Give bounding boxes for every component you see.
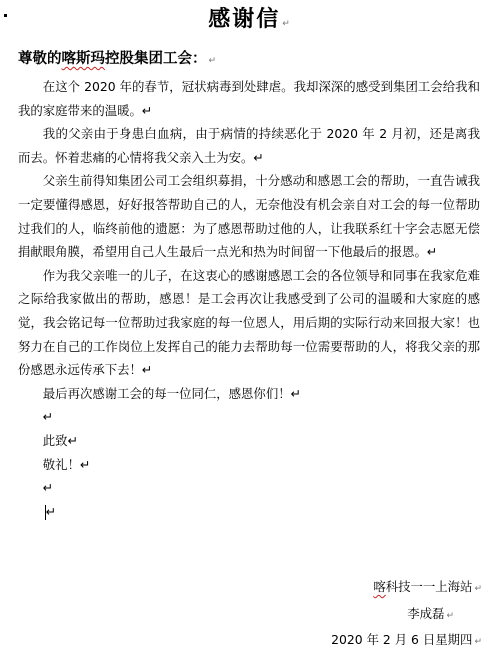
letter-body: [18, 75, 480, 523]
paragraph-mark-icon: ↵: [141, 102, 153, 118]
title-text: 感谢信: [208, 6, 281, 32]
paragraph-text: 在这个 2020 年的春节，冠状病毒到处肆虐。我却深深的感受到集团工会给我和我的家庭带来的温暖。: [18, 79, 480, 118]
closing-text: 敬礼！: [42, 456, 80, 472]
paragraph-mark-icon: ↵: [253, 149, 264, 165]
salutation-suffix: 控股集团工会：: [105, 50, 207, 67]
paragraph-3: [18, 169, 480, 263]
paragraph-mark-icon: ↵: [446, 610, 454, 621]
empty-line-cursor[interactable]: [18, 500, 480, 524]
sender-name-text: 李成磊: [407, 605, 445, 621]
document-title: [0, 4, 500, 39]
closing-line-2: [18, 453, 480, 477]
date-text: 2020 年 2 月 6 日星期四: [331, 632, 473, 648]
paragraph-mark-icon: ↵: [79, 456, 91, 472]
salutation: [18, 48, 216, 72]
paragraph-mark-icon: ↵: [141, 362, 153, 378]
paragraph-mark-icon: ↵: [45, 503, 57, 519]
paragraph-mark-icon: ↵: [42, 480, 54, 496]
paragraph-text: 作为我父亲唯一的儿子，在这衷心的感谢感恩工会的各位领导和同事在我家危难之际给我家做出的帮助，感恩！是工会再次让我感受到了公司的温暖和大家庭的感觉，我会铭记每一位帮助过我家庭的每一位恩人，用后期的实际行动来回报大家！也努力在自己的工作岗位上发挥自己的能力去帮助每一位需要帮助的人，将我父亲的那份感恩永远传承下去！: [18, 267, 480, 378]
paragraph-mark-icon: ↵: [474, 637, 482, 648]
empty-line: [18, 405, 480, 429]
paragraph-mark-icon: ↵: [42, 409, 54, 425]
sender-org-rest: 科技一一上海站: [385, 579, 473, 594]
signature-block: [282, 575, 482, 655]
salutation-prefix: 尊敬的: [18, 50, 62, 67]
sender-name: [282, 602, 482, 629]
closing-text: 此致: [42, 432, 68, 448]
letter-date: [282, 628, 482, 655]
paragraph-text: 最后再次感谢工会的每一位同仁，感恩你们！: [42, 385, 291, 401]
sender-organization: [282, 575, 482, 602]
paragraph-2: [18, 122, 480, 169]
empty-line: [18, 476, 480, 500]
salutation-company: 喀斯玛: [61, 50, 105, 67]
sender-org-prefix: 喀: [373, 579, 386, 594]
paragraph-mark-icon: ↵: [208, 56, 217, 66]
closing-line-1: [18, 429, 480, 453]
paragraph-5: [18, 382, 480, 406]
paragraph-text: 我的父亲由于身患白血病，由于病情的持续恶化于 2020 年 2 月初，还是离我而去。怀着悲痛的心情将我父亲入土为安。: [18, 126, 480, 165]
paragraph-text: 父亲生前得知集团公司工会组织募捐，十分感动和感恩工会的帮助，一直告诫我一定要懂得感恩，好好报答帮助自己的人，无奈他没有机会亲自对工会的每一位帮助过我们的人，临终前他的遗愿：为了感恩帮助过他的人，让我联系红十字会志愿无偿捐献眼角膜，希望用自己人生最后一点光和热为时间留一下他最后的报恩。: [18, 173, 480, 260]
paragraph-4: [18, 264, 480, 382]
paragraph-mark-icon: ↵: [282, 19, 292, 29]
paragraph-mark-icon: ↵: [426, 244, 438, 260]
paragraph-mark-icon: ↵: [474, 584, 482, 594]
paragraph-mark-icon: ↵: [67, 432, 78, 448]
paragraph-1: [18, 75, 480, 122]
paragraph-mark-icon: ↵: [290, 385, 301, 401]
